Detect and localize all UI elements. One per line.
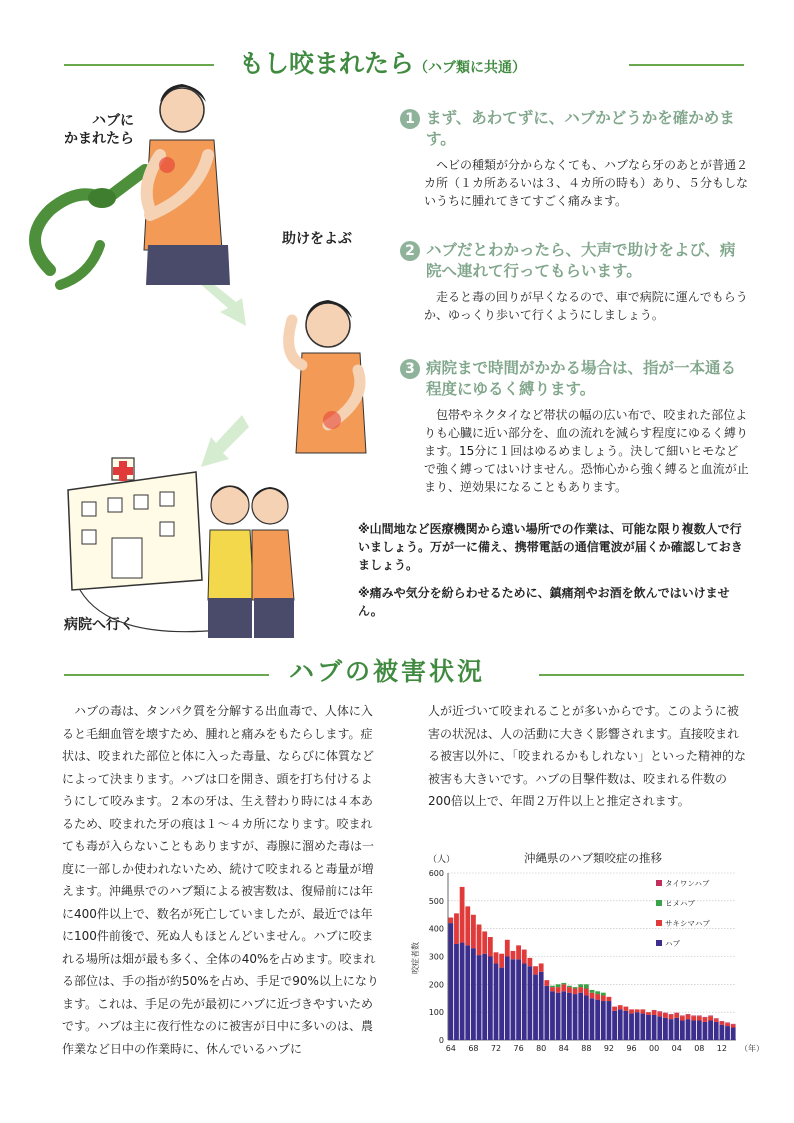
chart-legend-label: サキシマハブ xyxy=(665,919,710,928)
chart-bar xyxy=(584,995,589,1040)
chart-bar xyxy=(448,923,453,1040)
chart-bar xyxy=(477,924,482,955)
chart-bar xyxy=(686,1014,691,1015)
chart-bar xyxy=(471,948,476,1040)
chart-bar xyxy=(511,959,516,1040)
chart-bar xyxy=(550,991,555,1040)
chart-bar xyxy=(601,1001,606,1040)
chart-bar xyxy=(697,1016,702,1017)
caption-bitten: ハブに かまれたら xyxy=(64,113,134,147)
chart-bar xyxy=(516,945,521,959)
chart-bar xyxy=(556,993,561,1040)
chart-bar xyxy=(505,940,510,957)
chart-bar xyxy=(590,993,595,999)
step-1-body: ヘビの種類が分からなくても、ハブなら牙のあとが普通２カ所（１カ所あるいは３、４カ所の時も）あり、５分もしないうちに腫れてきてすごく痛みます。 xyxy=(424,158,749,208)
chart-bar xyxy=(612,1011,617,1040)
chart-bar xyxy=(719,1025,724,1040)
chart-x-unit: （年） xyxy=(740,1044,764,1053)
chart-bar xyxy=(465,906,470,945)
step-2 xyxy=(400,240,750,324)
chart-bar xyxy=(674,1013,679,1014)
chart-bar xyxy=(567,993,572,1040)
step-2-number: 2 xyxy=(400,241,420,261)
chart-y-unit: （人） xyxy=(428,855,456,865)
chart-x-tick: 76 xyxy=(513,1044,524,1053)
chart-bar xyxy=(584,984,589,988)
chart-bar xyxy=(691,1016,696,1017)
chart-bar xyxy=(522,950,527,964)
chart-y-tick: 400 xyxy=(428,924,444,934)
chart-bar xyxy=(522,963,527,1040)
chart-bar xyxy=(697,1016,702,1020)
chart-legend-swatch xyxy=(656,920,662,926)
chart-bar xyxy=(482,931,487,953)
bite-trend-chart xyxy=(408,848,770,1060)
chart-bar xyxy=(714,1018,719,1019)
chart-bar xyxy=(607,1001,612,1040)
chart-bar xyxy=(488,937,493,956)
article-right-column: 人が近づいて咬まれることが多いからです。このように被害の状況は、人の活動に大きく影響されます。直接咬まれる被害以外に、「咬まれるかもしれない」といった精神的な被害も大きいです。ハブの目撃件数は、咬まれる件数の200倍以上で、年間２万件以上と推定されます。 xyxy=(428,704,747,808)
chart-bar xyxy=(629,1014,634,1040)
chart-bar xyxy=(646,1015,651,1040)
step-3-heading: 病院まで時間がかかる場合は、指が一本通る程度にゆるく縛ります。 xyxy=(426,359,737,398)
chart-legend-swatch xyxy=(656,900,662,906)
chart-bar xyxy=(708,1016,713,1020)
chart-bar xyxy=(573,987,578,988)
chart-bar xyxy=(607,997,612,1001)
chart-bar xyxy=(731,1027,736,1040)
caption-help: 助けをよぶ xyxy=(282,231,352,247)
chart-legend-label: タイワンハブ xyxy=(665,879,710,888)
chart-x-tick: 08 xyxy=(694,1044,705,1053)
chart-bar xyxy=(635,1012,640,1040)
chart-bar xyxy=(652,1011,657,1015)
chart-bar xyxy=(516,959,521,1040)
chart-bar xyxy=(725,1026,730,1040)
chart-bar xyxy=(511,951,516,959)
chart-bar xyxy=(725,1022,730,1023)
chart-bar xyxy=(471,915,476,948)
chart-bar xyxy=(669,1014,674,1015)
chart-bar xyxy=(640,1014,645,1040)
chart-x-tick: 04 xyxy=(671,1044,682,1053)
chart-x-tick: 84 xyxy=(558,1044,569,1053)
header-rule-right xyxy=(629,64,744,66)
step-3 xyxy=(400,358,750,496)
chart-bar xyxy=(731,1024,736,1025)
chart-bar xyxy=(725,1023,730,1026)
chart-bar xyxy=(618,1005,623,1009)
chart-y-tick: 100 xyxy=(428,1008,444,1018)
chart-bar xyxy=(669,1019,674,1040)
chart-bar xyxy=(646,1012,651,1015)
chart-title: 沖縄県のハブ類咬症の推移 xyxy=(524,851,662,865)
chart-bar xyxy=(550,986,555,987)
chart-bar xyxy=(635,1009,640,1012)
step-2-heading: ハブだとわかったら、大声で助けをよび、病院へ連れて行ってもらいます。 xyxy=(426,241,736,280)
chart-bar xyxy=(719,1021,724,1022)
chart-bar xyxy=(719,1022,724,1025)
note-1: ※山間地など医療機関から遠い場所での作業は、可能な限り複数人で行いましょう。万が一に備え、携帯電話の通信電波が届くか確認しておきましょう。 xyxy=(358,522,743,572)
chart-bar xyxy=(561,991,566,1040)
chart-bar xyxy=(573,989,578,995)
chart-bar xyxy=(584,989,589,996)
chart-bar xyxy=(578,987,583,993)
chart-legend-swatch xyxy=(656,940,662,946)
chart-bar xyxy=(590,998,595,1040)
chart-bar xyxy=(544,980,549,986)
chart-bar xyxy=(663,1014,668,1018)
chart-bar xyxy=(556,984,561,987)
chart-x-tick: 96 xyxy=(626,1044,637,1053)
chart-y-tick: 0 xyxy=(438,1036,444,1045)
chart-bar xyxy=(556,987,561,993)
chart-bar xyxy=(691,1021,696,1040)
chart-bar xyxy=(567,987,572,993)
chart-x-tick: 72 xyxy=(490,1044,502,1053)
chart-bar xyxy=(731,1025,736,1028)
chart-bar xyxy=(686,1019,691,1040)
chart-y-tick: 300 xyxy=(428,952,444,962)
chart-x-tick: 88 xyxy=(581,1044,592,1053)
chart-bar xyxy=(550,987,555,991)
section1-title: もし咬まれたら xyxy=(239,49,415,78)
section2-title: ハブの被害状況 xyxy=(289,657,486,686)
chart-legend-swatch xyxy=(656,880,662,886)
chart-svg xyxy=(408,848,770,1060)
step-2-heading-row xyxy=(400,240,750,282)
chart-bar xyxy=(460,943,465,1040)
step-3-body: 包帯やネクタイなど帯状の幅の広い布で、咬まれた部位よりも心臓に近い部分を、血の流れを減らす程度にゆるく縛ります。15分に１回はゆるめましょう。決して細いヒモなどで強く縛ってはいけません。恐怖心から強く縛ると血流が止まり、逆効果になることもあります。 xyxy=(424,408,749,494)
chart-bar xyxy=(669,1015,674,1019)
chart-bar xyxy=(578,984,583,987)
chart-bar xyxy=(578,993,583,1040)
chart-bar xyxy=(494,963,499,1040)
chart-x-tick: 64 xyxy=(445,1044,456,1053)
chart-bar xyxy=(533,966,538,974)
chart-x-tick: 12 xyxy=(716,1044,727,1053)
chart-bar xyxy=(561,983,566,984)
chart-bar xyxy=(561,984,566,991)
step-3-heading-row xyxy=(400,358,750,400)
chart-bar xyxy=(703,1022,708,1040)
chart-bar xyxy=(539,972,544,1040)
chart-bar xyxy=(691,1016,696,1020)
header2-rule-right xyxy=(539,674,744,676)
chart-bar xyxy=(612,1007,617,1011)
chart-bar xyxy=(657,1016,662,1040)
caption-hospital: 病院へ行く xyxy=(64,617,134,633)
chart-y-tick: 500 xyxy=(428,896,444,906)
chart-bar xyxy=(477,955,482,1040)
section1-subtitle: （ハブ類に共通） xyxy=(414,60,527,76)
chart-bar xyxy=(601,995,606,1001)
chart-x-tick: 80 xyxy=(536,1044,547,1053)
chart-bar xyxy=(460,887,465,943)
chart-bar xyxy=(652,1015,657,1040)
article-left-column: ハブの毒は、タンパク質を分解する出血毒で、人体に入ると毛細血管を壊すため、腫れと痛みをもたらします。症状は、咬まれた部位と体に入った毒量、ならびに体質などによって決まります。ハブは口を開き、頭を打ち付けるようにして咬みます。２本の牙は、生え替わり時には４本あるため、咬まれた牙の痕は１～４カ所になります。咬まれても毒が入らないこともありますが、毒腺に溜めた毒は一度に一部しか使われないため、続けて咬まれると毒量が増えます。沖縄県でのハブ類による被害数は、復帰前には年に400件以上で、数名が死亡していましたが、最近では年に100件前後で、死ぬ人もほとんどいません。ハブに咬まれる場所は畑が最も多く、全体の40%を占めます。咬まれる部位は、手の指が約50%を占め、手足で90%以上になります。これは、手足の先が最初にハブに近づきやすいためです。ハブは主に夜行性なのに被害が日中に多いのは、農作業など日中の作業時に、休んでいるハブに xyxy=(62,704,379,1056)
chart-bar xyxy=(714,1019,719,1022)
chart-bar xyxy=(567,986,572,987)
chart-bar xyxy=(663,1018,668,1040)
chart-legend-label: ハブ xyxy=(665,939,680,948)
first-aid-illustration xyxy=(20,70,400,650)
step-1 xyxy=(400,108,750,210)
chart-bar xyxy=(640,1009,645,1013)
chart-bar xyxy=(674,1018,679,1040)
chart-bar xyxy=(533,975,538,1040)
step-1-number: 1 xyxy=(400,109,420,129)
chart-bar xyxy=(703,1017,708,1018)
chart-bar xyxy=(652,1010,657,1011)
chart-bar xyxy=(499,968,504,1040)
chart-bar xyxy=(697,1021,702,1040)
chart-bar xyxy=(539,963,544,971)
chart-bar xyxy=(657,1012,662,1016)
step-1-heading-row xyxy=(400,108,750,150)
chart-bar xyxy=(573,994,578,1040)
chart-bar xyxy=(708,1021,713,1040)
chart-bar xyxy=(686,1015,691,1019)
chart-bar xyxy=(680,1021,685,1040)
chart-y-label: 咬症者数 xyxy=(411,942,420,974)
note-2: ※痛みや気分を紛らわせるために、鎮痛剤やお酒を飲んではいけません。 xyxy=(358,586,730,618)
chart-bar xyxy=(629,1009,634,1013)
chart-bar xyxy=(674,1014,679,1018)
chart-y-tick: 200 xyxy=(428,980,444,990)
chart-bar xyxy=(703,1018,708,1022)
chart-bar xyxy=(454,944,459,1040)
illustration-svg xyxy=(20,70,400,650)
chart-bar xyxy=(448,918,453,924)
chart-bar xyxy=(482,954,487,1040)
chart-x-tick: 00 xyxy=(649,1044,660,1053)
chart-bar xyxy=(623,1011,628,1040)
chart-bar xyxy=(663,1013,668,1014)
chart-bar xyxy=(657,1011,662,1012)
chart-bar xyxy=(601,993,606,996)
step-2-body: 走ると毒の回りが早くなるので、車で病院に運んでもらうか、ゆっくり歩いて行くようにしましょう。 xyxy=(424,290,748,322)
header2-rule-left xyxy=(64,674,269,676)
chart-bar xyxy=(680,1016,685,1020)
chart-bar xyxy=(544,986,549,1040)
chart-bar xyxy=(499,954,504,968)
chart-bar xyxy=(708,1016,713,1017)
chart-bar xyxy=(590,990,595,993)
chart-bar xyxy=(714,1022,719,1040)
header-rule-left xyxy=(64,64,214,66)
chart-bar xyxy=(595,1000,600,1040)
step-1-heading: まず、あわてずに、ハブかどうかを確かめます。 xyxy=(426,109,735,148)
chart-bar xyxy=(623,1007,628,1011)
chart-bar xyxy=(680,1016,685,1017)
chart-bar xyxy=(488,957,493,1041)
chart-bar xyxy=(618,1009,623,1040)
chart-y-tick: 600 xyxy=(428,869,444,878)
chart-legend-label: ヒメハブ xyxy=(665,899,695,908)
chart-x-tick: 92 xyxy=(603,1044,615,1053)
section2-header xyxy=(64,654,744,694)
chart-bar xyxy=(494,952,499,963)
chart-bar xyxy=(527,966,532,1040)
chart-bar xyxy=(595,994,600,1000)
chart-x-tick: 68 xyxy=(468,1044,479,1053)
chart-bar xyxy=(505,957,510,1041)
chart-bar xyxy=(527,958,532,966)
step-3-number: 3 xyxy=(400,359,420,379)
chart-bar xyxy=(465,945,470,1040)
chart-bar xyxy=(595,991,600,994)
chart-bar xyxy=(454,913,459,944)
